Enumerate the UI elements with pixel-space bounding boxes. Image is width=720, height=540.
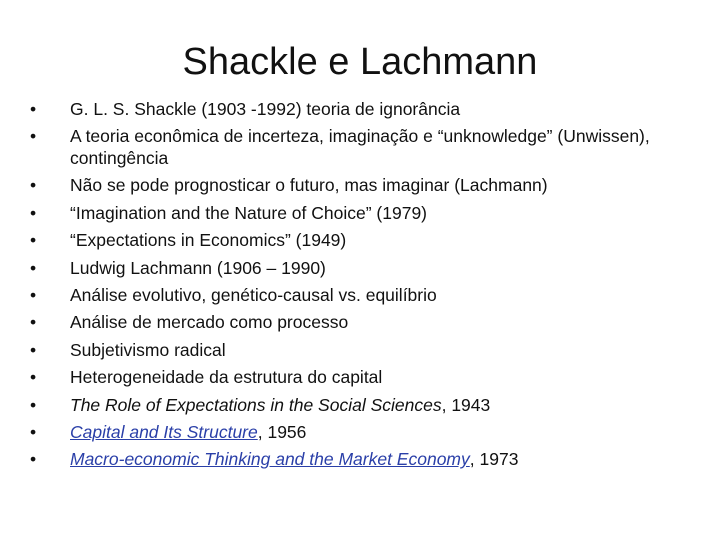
item-text: A teoria econômica de incerteza, imaginação e “unknowledge” (Unwissen), contingência: [70, 126, 650, 169]
bullet-icon: •: [30, 339, 37, 360]
item-text: Análise evolutivo, genético-causal vs. equilíbrio: [70, 285, 437, 306]
item-text: “Expectations in Economics” (1949): [70, 230, 347, 251]
list-item: [30, 255, 690, 282]
bullet-icon: •: [30, 230, 37, 251]
bullet-icon: •: [30, 449, 37, 470]
bullet-icon: •: [30, 99, 37, 119]
person-name: Ludwig Lachmann: [70, 257, 213, 278]
bullet-icon: •: [30, 175, 37, 196]
slide-title: Shackle e Lachmann: [182, 41, 538, 84]
item-text: Subjetivismo radical: [70, 339, 226, 360]
list-item: [30, 337, 690, 364]
bullet-icon: •: [30, 202, 37, 223]
bullet-icon: •: [30, 126, 37, 147]
bullet-icon: •: [30, 312, 37, 333]
item-text: , 1956: [257, 422, 307, 443]
bullet-list: [30, 96, 690, 474]
list-item: [30, 364, 690, 391]
book-link-macro-economic-thinking[interactable]: Macro-economic Thinking and the Market Economy: [70, 449, 470, 470]
list-item: [30, 309, 690, 336]
bullet-icon: •: [30, 285, 37, 306]
book-title: The Role of Expectations in the Social Sciences: [70, 394, 442, 415]
book-link-capital-structure[interactable]: Capital and Its Structure: [70, 422, 258, 443]
list-item: [30, 96, 690, 123]
list-item: [30, 392, 690, 419]
item-text: “Imagination and the Nature of Choice” (1979): [70, 202, 428, 223]
item-text: , 1973: [469, 449, 519, 470]
list-item: [30, 282, 690, 309]
bullet-icon: •: [30, 422, 37, 443]
item-text: Heterogeneidade da estrutura do capital: [70, 367, 383, 388]
bullet-icon: •: [30, 394, 37, 415]
item-text: Análise de mercado como processo: [70, 312, 349, 333]
item-text: , 1943: [441, 394, 491, 415]
list-item: [30, 446, 690, 473]
list-item: [30, 172, 690, 199]
list-item: [30, 123, 690, 172]
list-item: [30, 200, 690, 227]
item-text: (1903 -1992) teoria de ignorância: [196, 99, 461, 119]
bullet-icon: •: [30, 367, 37, 388]
item-text: (1906 – 1990): [212, 257, 326, 278]
list-item: [30, 419, 690, 446]
list-item: [30, 227, 690, 254]
person-name: G. L. S. Shackle: [70, 99, 197, 119]
item-text: Não se pode prognosticar o futuro, mas imaginar (Lachmann): [70, 175, 548, 196]
bullet-icon: •: [30, 257, 37, 278]
